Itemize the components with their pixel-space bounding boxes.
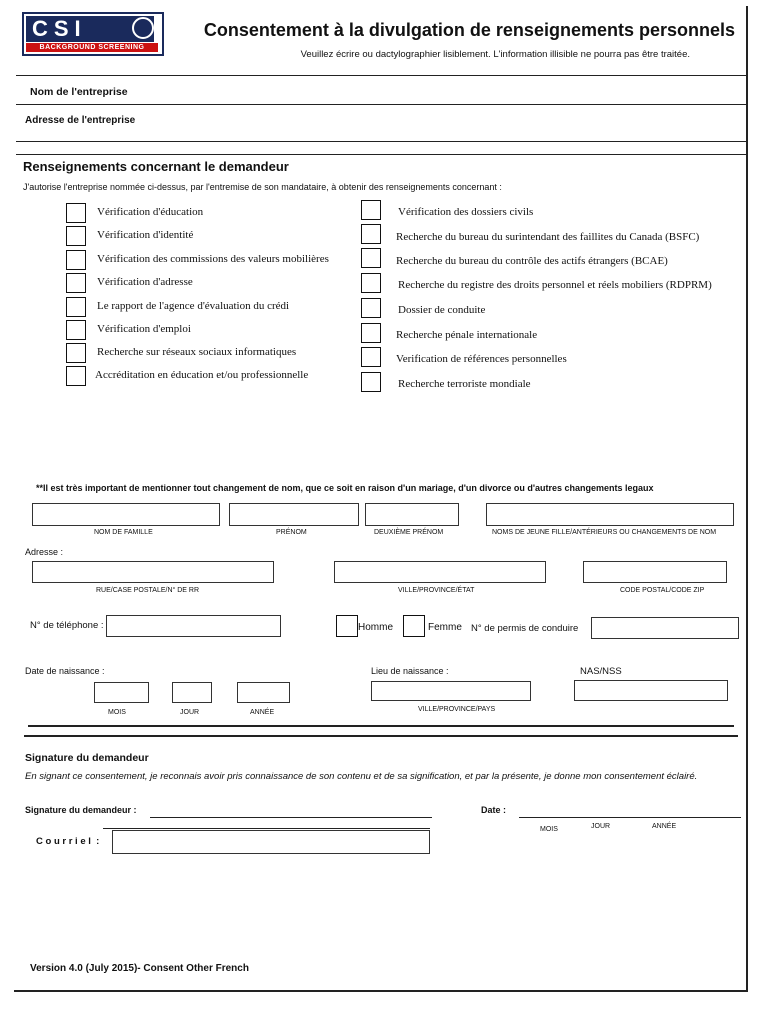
name-change-notice: **Il est très important de mentionner tout changement de nom, que ce soit en raison d'un mariage, d'un divorce ou d'autres changements legaux: [36, 483, 654, 493]
check-criminal-intl[interactable]: [361, 323, 381, 343]
logo-text: CSI: [26, 16, 154, 42]
check-label: Vérification d'emploi: [97, 323, 191, 335]
city-label: VILLE/PROVINCE/ÉTAT: [398, 587, 475, 594]
check-rdprm[interactable]: [361, 273, 381, 293]
check-driving[interactable]: [361, 298, 381, 318]
sin-label: NAS/NSS: [580, 666, 622, 677]
check-education[interactable]: [66, 203, 86, 223]
check-bsfc[interactable]: [361, 224, 381, 244]
check-label: Recherche du registre des droits personnel et réels mobiliers (RDPRM): [398, 279, 712, 291]
signature-line[interactable]: [150, 817, 432, 818]
company-name-label: Nom de l'entreprise: [30, 86, 128, 98]
check-address[interactable]: [66, 273, 86, 293]
pob-input[interactable]: [371, 681, 531, 701]
globe-icon: [132, 17, 154, 39]
first-name-label: PRÉNOM: [276, 529, 307, 536]
csi-logo: [22, 12, 164, 56]
check-terrorist[interactable]: [361, 372, 381, 392]
sign-label: Signature du demandeur :: [25, 805, 137, 815]
logo-subtext: BACKGROUND SCREENING: [26, 43, 158, 52]
postal-code-label: CODE POSTAL/CODE ZIP: [620, 587, 705, 594]
check-label: Vérification des commissions des valeurs mobilières: [97, 253, 329, 265]
applicant-heading: Renseignements concernant le demandeur: [23, 159, 289, 174]
check-label: Vérification d'adresse: [97, 276, 193, 288]
middle-name-input[interactable]: [365, 503, 459, 526]
check-references[interactable]: [361, 347, 381, 367]
check-accreditation[interactable]: [66, 366, 86, 386]
previous-names-label: NOMS DE JEUNE FILLE/ANTÉRIEURS OU CHANGEMENTS DE NOM: [492, 529, 717, 536]
dob-month-label: MOIS: [108, 709, 126, 716]
check-label: Le rapport de l'agence d'évaluation du crédi: [97, 300, 290, 312]
date-line[interactable]: [519, 817, 741, 818]
email-input[interactable]: [112, 830, 430, 854]
check-label: Recherche du bureau du surintendant des faillites du Canada (BSFC): [396, 231, 700, 243]
dob-day-label: JOUR: [180, 709, 200, 716]
street-input[interactable]: [32, 561, 274, 583]
consent-text: En signant ce consentement, je reconnais avoir pris connaissance de son contenu et de sa signification, et par la présente, je donne mon consentement éclairé.: [25, 771, 698, 782]
check-label: Vérification d'identité: [97, 229, 194, 241]
female-checkbox[interactable]: [403, 615, 425, 637]
previous-names-input[interactable]: [486, 503, 734, 526]
last-name-label: NOM DE FAMILLE: [94, 529, 153, 536]
signature-heading: Signature du demandeur: [25, 752, 149, 764]
check-identity[interactable]: [66, 226, 86, 246]
male-checkbox[interactable]: [336, 615, 358, 637]
phone-label: N° de téléphone :: [30, 620, 104, 631]
authorization-text: J'autorise l'entreprise nommée ci-dessus, par l'entremise de son mandataire, à obtenir des renseignements concernant :: [23, 182, 502, 192]
check-civil[interactable]: [361, 200, 381, 220]
pob-label: Lieu de naissance :: [371, 666, 449, 676]
check-bcae[interactable]: [361, 248, 381, 268]
first-name-input[interactable]: [229, 503, 359, 526]
check-employment[interactable]: [66, 320, 86, 340]
dob-year-label: ANNÉE: [250, 709, 275, 716]
middle-name-label: DEUXIÈME PRÉNOM: [374, 529, 444, 536]
male-label: Homme: [358, 622, 394, 633]
pob-sublabel: VILLE/PROVINCE/PAYS: [418, 706, 496, 713]
street-label: RUE/CASE POSTALE/N° DE RR: [96, 587, 200, 594]
check-label: Accréditation en éducation et/ou professionnelle: [95, 369, 309, 381]
date-month-label: MOIS: [540, 826, 558, 833]
sin-input[interactable]: [574, 680, 728, 701]
city-input[interactable]: [334, 561, 546, 583]
last-name-input[interactable]: [32, 503, 220, 526]
dob-year-input[interactable]: [237, 682, 290, 703]
postal-code-input[interactable]: [583, 561, 727, 583]
version-text: Version 4.0 (July 2015)- Consent Other French: [30, 963, 249, 974]
check-label: Vérification d'éducation: [97, 206, 204, 218]
female-label: Femme: [428, 622, 462, 633]
form-title: Consentement à la divulgation de renseignements personnels: [203, 20, 735, 40]
check-credit[interactable]: [66, 297, 86, 317]
permit-input[interactable]: [591, 617, 739, 639]
date-year-label: ANNÉE: [652, 823, 677, 830]
check-label: Recherche pénale internationale: [396, 329, 538, 341]
check-label: Recherche du bureau du contrôle des actifs étrangers (BCAE): [396, 255, 668, 267]
check-label: Recherche sur réseaux sociaux informatiques: [97, 346, 297, 358]
dob-label: Date de naissance :: [25, 666, 105, 676]
date-day-label: JOUR: [591, 823, 611, 830]
check-securities[interactable]: [66, 250, 86, 270]
phone-input[interactable]: [106, 615, 281, 637]
company-address-label: Adresse de l'entreprise: [25, 115, 136, 126]
check-label: Recherche terroriste mondiale: [398, 378, 531, 390]
permit-label: N° de permis de conduire: [471, 623, 579, 634]
form-subtitle: Veuillez écrire ou dactylographier lisiblement. L'information illisible ne pourra pas être traitée.: [300, 49, 690, 60]
check-label: Dossier de conduite: [398, 304, 486, 316]
dob-day-input[interactable]: [172, 682, 212, 703]
address-label: Adresse :: [25, 547, 64, 557]
email-label: C o u r r i e l :: [36, 836, 100, 847]
check-label: Vérification des dossiers civils: [398, 206, 534, 218]
check-label: Verification de références personnelles: [396, 353, 567, 365]
check-social-media[interactable]: [66, 343, 86, 363]
date-label: Date :: [481, 805, 507, 815]
dob-month-input[interactable]: [94, 682, 149, 703]
